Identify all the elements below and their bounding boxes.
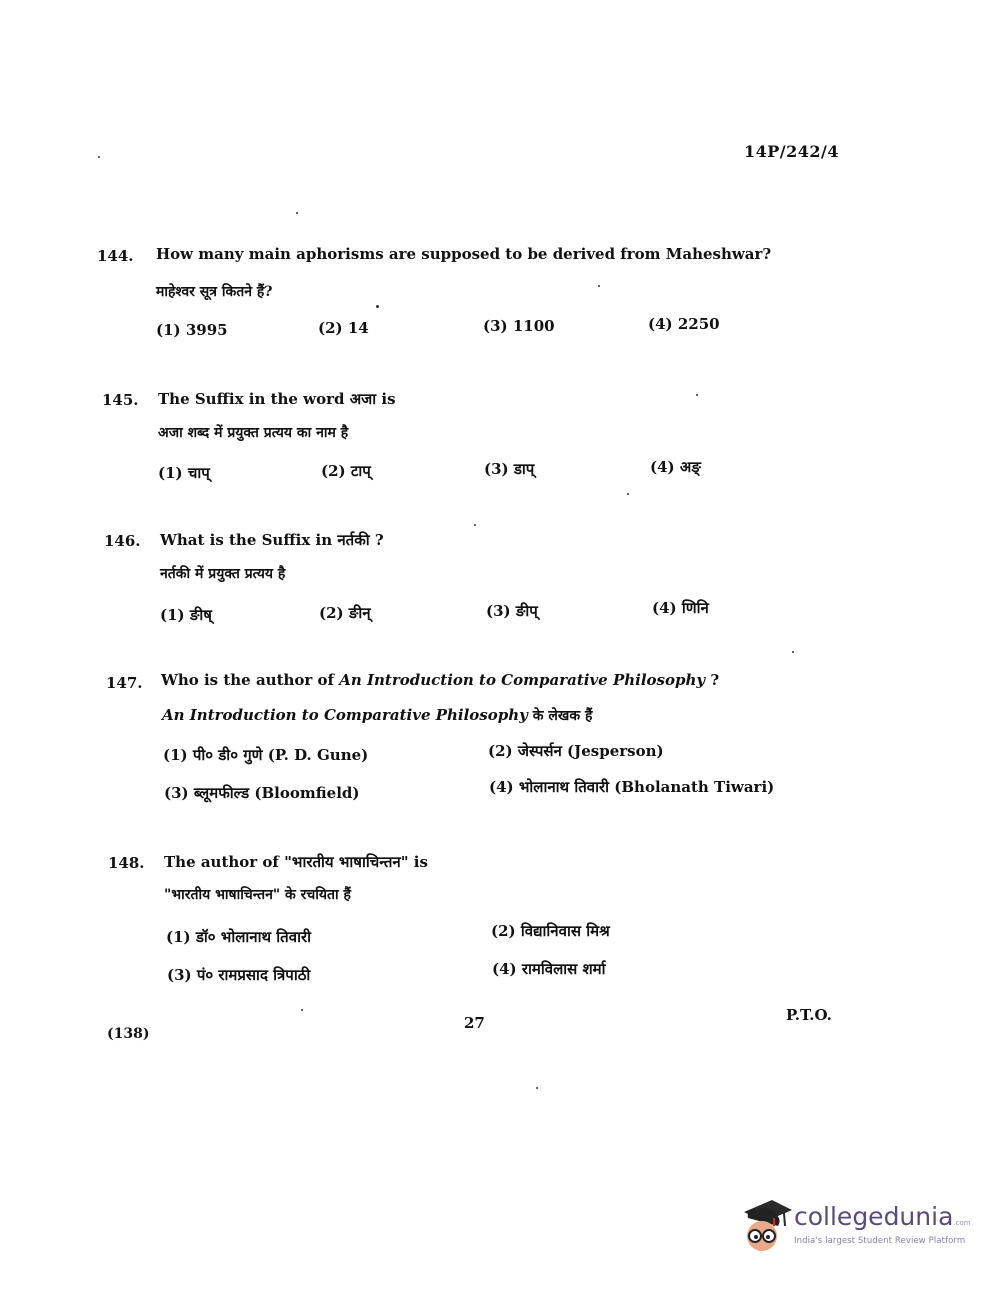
question-text-en [161,671,719,689]
question-text-hi: माहेश्वर सूत्र कितने हैं? [156,284,273,300]
scan-speck [296,212,298,214]
scan-speck [536,1087,538,1089]
page-number: 27 [464,1014,485,1032]
option-2: (2) जेस्पर्सन (Jesperson) [488,742,664,760]
scan-speck [598,285,600,287]
option-2: (2) टाप् [321,462,371,480]
option-3: (3) पं० रामप्रसाद त्रिपाठी [167,966,311,984]
option-1: (1) ङीष् [160,606,212,624]
question-text-en: How many main aphorisms are supposed to be derived from Maheshwar? [156,245,772,263]
question-text-hi: अजा शब्द में प्रयुक्त प्रत्यय का नाम है [158,425,349,441]
question-text-en: The author of "भारतीय भाषाचिन्तन" is [164,853,428,871]
option-4: (4) भोलानाथ तिवारी (Bholanath Tiwari) [489,778,775,796]
question-text-en: What is the Suffix in नर्तकी ? [160,531,384,549]
scan-speck [301,1009,303,1011]
option-4: (4) णिनि [652,599,709,617]
question-text-prefix: Who is the author of [161,671,340,689]
pto-label: P.T.O. [786,1006,832,1024]
question-text-suffix: ? [705,671,720,689]
scan-speck [376,305,379,308]
question-number: 146. [104,532,141,550]
option-3: (3) ब्लूमफील्ड (Bloomfield) [164,784,360,802]
question-text-en: The Suffix in the word अजा is [158,390,396,408]
collegedunia-watermark [738,1196,971,1258]
book-title: An Introduction to Comparative Philosophy [162,706,528,724]
question-text-hi: "भारतीय भाषाचिन्तन" के रचयिता हैं [164,887,351,903]
option-2: (2) ङीन् [319,604,371,622]
scan-speck [627,493,629,495]
scan-speck [98,156,100,158]
scan-speck [696,394,698,396]
question-number: 147. [106,674,143,692]
question-number: 148. [108,854,145,872]
option-1: (1) पी० डी० गुणे (P. D. Gune) [163,746,369,764]
option-4: (4) अङ् [650,458,701,476]
paper-code: 14P/242/4 [744,142,840,161]
question-text-hi: नर्तकी में प्रयुक्त प्रत्यय है [160,566,286,582]
option-2: (2) विद्यानिवास मिश्र [491,922,610,940]
question-text-hi [162,706,592,725]
brand-tagline: India's largest Student Review Platform [794,1236,966,1246]
question-number: 144. [97,247,134,265]
option-1: (1) डॉ० भोलानाथ तिवारी [166,928,311,946]
option-4: (4) 2250 [648,315,720,333]
option-3: (3) डाप् [484,460,535,478]
option-4: (4) रामविलास शर्मा [492,960,606,978]
option-2: (2) 14 [318,319,369,337]
option-1: (1) चाप् [158,464,210,482]
book-title: An Introduction to Comparative Philosophy [339,671,706,689]
brand-suffix: .com [953,1219,971,1227]
option-1: (1) 3995 [156,321,228,339]
question-number: 145. [102,391,139,409]
footer-code: (138) [107,1026,150,1042]
question-text-suffix: के लेखक हैं [527,708,593,724]
scan-speck [474,524,476,526]
scan-speck [792,651,794,653]
brand-name: collegedunia.com [794,1202,971,1231]
option-3: (3) ङीप् [486,602,538,620]
mascot-icon [738,1196,794,1258]
option-3: (3) 1100 [483,317,555,335]
